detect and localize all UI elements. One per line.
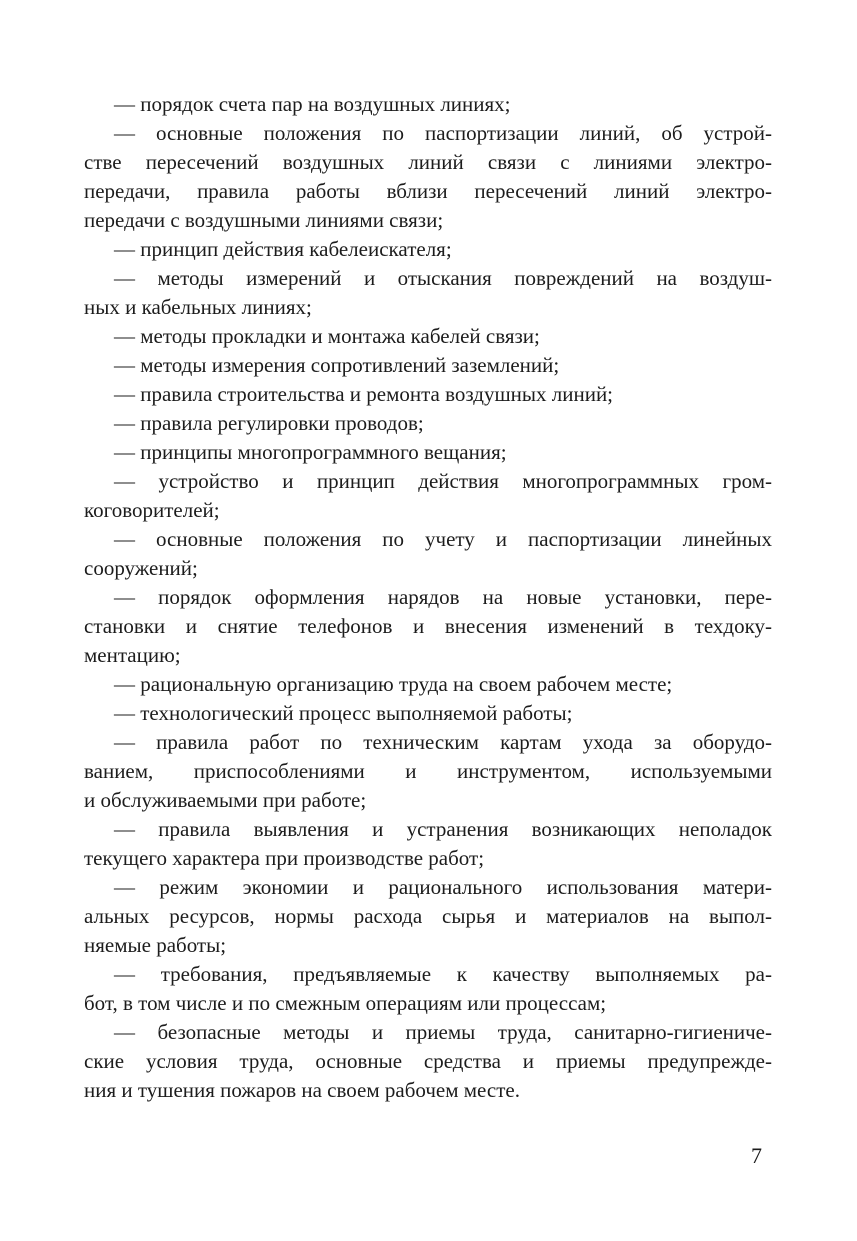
paragraph bbox=[84, 438, 772, 467]
text-line: — методы измерений и отыскания повреждений на воздуш- bbox=[114, 266, 772, 290]
paragraph bbox=[84, 728, 772, 815]
page-number: 7 bbox=[751, 1143, 762, 1168]
text-line: бот, в том числе и по смежным операциям или процессам; bbox=[84, 991, 607, 1015]
text-line: передачи, правила работы вблизи пересечений линий электро- bbox=[84, 179, 772, 203]
text-line: — порядок счета пар на воздушных линиях; bbox=[114, 92, 511, 116]
paragraph bbox=[84, 264, 772, 322]
text-line: — режим экономии и рационального использования матери- bbox=[114, 875, 772, 899]
text-line: становки и снятие телефонов и внесения изменений в техдоку- bbox=[84, 614, 772, 638]
text-line: ванием, приспособлениями и инструментом, используемыми bbox=[84, 759, 772, 783]
paragraph bbox=[84, 90, 772, 119]
paragraph bbox=[84, 670, 772, 699]
paragraph bbox=[84, 380, 772, 409]
text-line: альных ресурсов, нормы расхода сырья и материалов на выпол- bbox=[84, 904, 772, 928]
text-line: — требования, предъявляемые к качеству выполняемых ра- bbox=[114, 962, 772, 986]
paragraph bbox=[84, 322, 772, 351]
text-line: — правила выявления и устранения возникающих неполадок bbox=[114, 817, 772, 841]
paragraph bbox=[84, 699, 772, 728]
paragraph bbox=[84, 583, 772, 670]
text-line: — методы прокладки и монтажа кабелей связи; bbox=[114, 324, 540, 348]
text-line: коговорителей; bbox=[84, 498, 220, 522]
text-line: — устройство и принцип действия многопрограммных гром- bbox=[114, 469, 772, 493]
text-line: — правила регулировки проводов; bbox=[114, 411, 424, 435]
text-line: текущего характера при производстве работ; bbox=[84, 846, 485, 870]
text-line: — методы измерения сопротивлений заземлений; bbox=[114, 353, 560, 377]
text-line: сооружений; bbox=[84, 556, 198, 580]
text-line: — принципы многопрограммного вещания; bbox=[114, 440, 507, 464]
text-line: ские условия труда, основные средства и приемы предупрежде- bbox=[84, 1049, 772, 1073]
paragraph bbox=[84, 873, 772, 960]
text-line: — порядок оформления нарядов на новые установки, пере- bbox=[114, 585, 772, 609]
text-line: — безопасные методы и приемы труда, санитарно-гигиениче- bbox=[114, 1020, 772, 1044]
text-line: — технологический процесс выполняемой работы; bbox=[114, 701, 573, 725]
paragraph bbox=[84, 815, 772, 873]
text-line: няемые работы; bbox=[84, 933, 227, 957]
text-line: — основные положения по учету и паспортизации линейных bbox=[114, 527, 772, 551]
paragraph bbox=[84, 409, 772, 438]
paragraph bbox=[84, 351, 772, 380]
text-line: ния и тушения пожаров на своем рабочем месте. bbox=[84, 1078, 520, 1102]
paragraph bbox=[84, 1018, 772, 1105]
text-line: стве пересечений воздушных линий связи с линиями электро- bbox=[84, 150, 772, 174]
text-line: — правила строительства и ремонта воздушных линий; bbox=[114, 382, 614, 406]
text-line: — основные положения по паспортизации линий, об устрой- bbox=[114, 121, 772, 145]
paragraph bbox=[84, 235, 772, 264]
text-line: передачи с воздушными линиями связи; bbox=[84, 208, 444, 232]
text-line: — правила работ по техническим картам ухода за оборудо- bbox=[114, 730, 772, 754]
body-text bbox=[84, 90, 772, 1105]
text-line: ных и кабельных линиях; bbox=[84, 295, 312, 319]
text-line: — рациональную организацию труда на своем рабочем месте; bbox=[114, 672, 673, 696]
paragraph bbox=[84, 119, 772, 235]
paragraph bbox=[84, 467, 772, 525]
text-line: — принцип действия кабелеискателя; bbox=[114, 237, 452, 261]
text-line: и обслуживаемыми при работе; bbox=[84, 788, 367, 812]
text-line: ментацию; bbox=[84, 643, 181, 667]
paragraph bbox=[84, 525, 772, 583]
paragraph bbox=[84, 960, 772, 1018]
